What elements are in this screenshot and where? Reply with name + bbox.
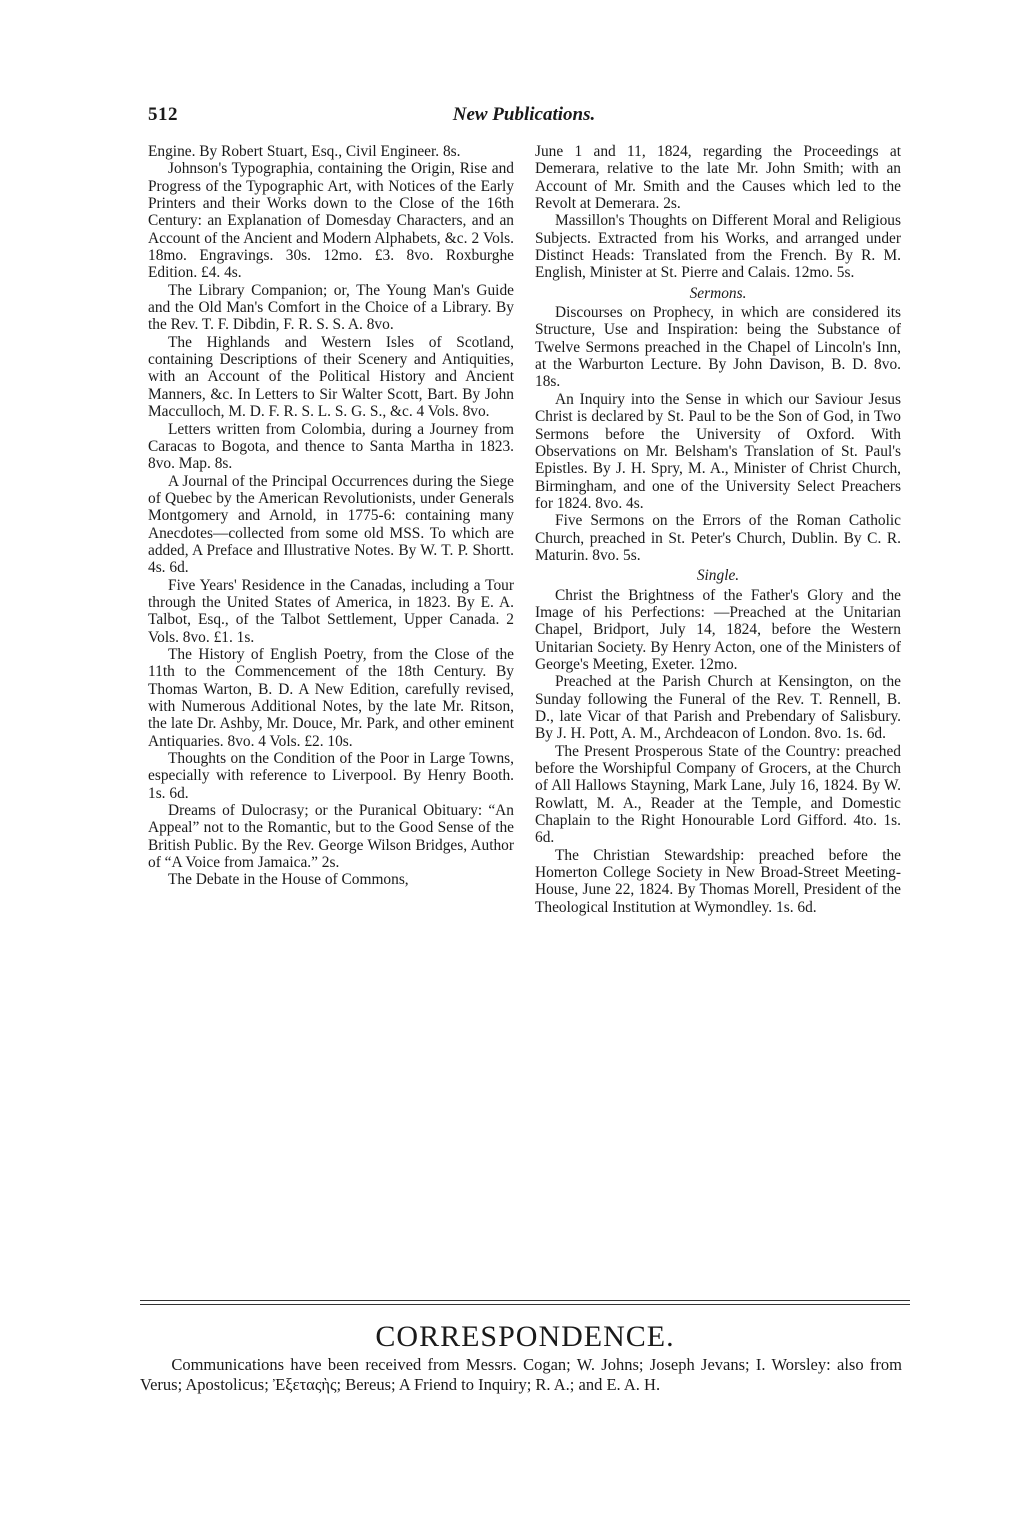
- publication-entry: The Highlands and Western Isles of Scotland, containing Descriptions of their Scenery and Antiquities, with an Account of the Political History and Ancient Manners, &c. In Letters to Sir Walter Scott, Bart. By John Macculloch, M. D. F. R. S. L. S. G. S., &c. 4 Vols. 8vo.: [148, 333, 514, 421]
- left-column: [148, 143, 514, 889]
- publication-entry: An Inquiry into the Sense in which our Saviour Jesus Christ is declared by St. Paul to be the Son of God, in Two Sermons before the University of Oxford. With Observations on Mr. Belsham's Translation of St. Paul's Epistles. By J. H. Spry, M. A., Minister of Christ Church, Birmingham, and one of the University Select Preachers for 1824. 8vo. 4s.: [535, 390, 901, 512]
- publication-entry: Engine. By Robert Stuart, Esq., Civil Engineer. 8s.: [148, 143, 461, 160]
- publication-entry: The History of English Poetry, from the Close of the 11th to the Commencement of the 18th Century. By Thomas Warton, B. D. A New Edition, carefully revised, with Numerous Additional Notes, by the late Mr. Ritson, the late Dr. Ashby, Mr. Douce, Mr. Park, and other eminent Antiquaries. 8vo. 4 Vols. £2. 10s.: [148, 645, 514, 750]
- correspondence-text: Communications have been received from Messrs. Cogan; W. Johns; Joseph Jevans; I. Worsley: also from Verus; Apostolicus; Ἐξεταςὴς; Bereus; A Friend to Inquiry; R. A.; and E. A. H.: [140, 1355, 902, 1394]
- publication-entry: Preached at the Parish Church at Kensington, on the Sunday following the Funeral of the Rev. T. Rennell, B. D., late Vicar of that Parish and Prebendary of Salisbury. By J. H. Pott, A. M., Archdeacon of London. 8vo. 1s. 6d.: [535, 673, 901, 743]
- publication-entry: Massillon's Thoughts on Different Moral and Religious Subjects. Extracted from his Works, and arranged under Distinct Heads: Translated from the French. By R. M. English, Minister at St. Pierre and Calais. 12mo. 5s.: [535, 212, 901, 282]
- publication-entry: The Debate in the House of Commons,: [168, 871, 409, 889]
- section-heading-single: Single.: [696, 567, 740, 585]
- publication-entry: Christ the Brightness of the Father's Glory and the Image of his Perfections: —Preached at the Unitarian Chapel, Bridport, July 14, 1824, before the Western Unitarian Society. By Henry Acton, one of the Ministers of George's Meeting, Exeter. 12mo.: [535, 586, 901, 673]
- publication-entry: The Library Companion; or, The Young Man's Guide and the Old Man's Comfort in the Choice of a Library. By the Rev. T. F. Dibdin, F. R. S. S. A. 8vo.: [148, 281, 514, 334]
- correspondence-body: [140, 1355, 902, 1394]
- running-title: New Publications.: [452, 104, 596, 125]
- publication-entry: Letters written from Colombia, during a Journey from Caracas to Bogota, and thence to Santa Martha in 1823. 8vo. Map. 8s.: [148, 420, 514, 473]
- publication-entry: Thoughts on the Condition of the Poor in Large Towns, especially with reference to Liverpool. By Henry Booth. 1s. 6d.: [148, 750, 514, 802]
- double-rule-divider: [140, 1300, 910, 1306]
- correspondence-heading: CORRESPONDENCE.: [375, 1320, 675, 1353]
- publication-entry: The Christian Stewardship: preached before the Homerton College Society in New Broad-Street Meeting-House, June 22, 1824. By Thomas Morell, President of the Theological Institution at Wymondley. 1s. 6d.: [535, 846, 901, 916]
- publication-entry: A Journal of the Principal Occurrences during the Siege of Quebec by the American Revolutionists, under Generals Montgomery and Arnold, in 1775-6: containing many Anecdotes—collected from some old MSS. To which are added, A Preface and Illustrative Notes. By W. T. P. Shortt. 4s. 6d.: [148, 472, 514, 577]
- rule-line: [140, 1304, 910, 1305]
- publication-entry: Johnson's Typographia, containing the Origin, Rise and Progress of the Typographic Art, with Notices of the Early Printers and their Works down to the Close of the 16th Century: an Explanation of Domesday Characters, and an Account of the Ancient and Modern Alphabets, &c. 2 Vols. 18mo. Engravings. 30s. 12mo. £3. 8vo. Roxburghe Edition. £4. 4s.: [148, 160, 514, 282]
- publication-entry: Dreams of Dulocrasy; or the Puranical Obituary: “An Appeal” not to the Romantic, but to the Good Sense of the British Public. By the Rev. George Wilson Bridges, Author of “A Voice from Jamaica.” 2s.: [148, 802, 514, 872]
- section-heading-sermons: Sermons.: [689, 284, 747, 302]
- page-number: 512: [148, 104, 178, 125]
- publication-entry: June 1 and 11, 1824, regarding the Proceedings at Demerara, relative to the late Mr. John Smith; with an Account of Mr. Smith and the Causes which led to the Revolt at Demerara. 2s.: [535, 143, 901, 213]
- right-column: [535, 143, 901, 916]
- running-head: [148, 104, 900, 128]
- publication-entry: Five Years' Residence in the Canadas, including a Tour through the United States of America, in 1823. By E. A. Talbot, Esq., of the Talbot Settlement, Upper Canada. 2 Vols. 8vo. £1. 1s.: [148, 576, 514, 646]
- publication-entry: Discourses on Prophecy, in which are considered its Structure, Use and Inspiration: being the Substance of Twelve Sermons preached in the Chapel of Lincoln's Inn, at the Warburton Lecture. By John Davison, B. D. 8vo. 18s.: [535, 304, 901, 391]
- publication-entry: Five Sermons on the Errors of the Roman Catholic Church, preached in St. Peter's Church, Dublin. By C. R. Maturin. 8vo. 5s.: [535, 512, 901, 564]
- rule-line: [140, 1300, 910, 1301]
- publication-entry: The Present Prosperous State of the Country: preached before the Worshipful Company of Grocers, at the Church of All Hallows Stayning, Mark Lane, July 16, 1824. By W. Rowlatt, M. A., Reader at the Temple, and Domestic Chaplain to the Right Honourable Lord Gifford. 4to. 1s. 6d.: [535, 742, 901, 847]
